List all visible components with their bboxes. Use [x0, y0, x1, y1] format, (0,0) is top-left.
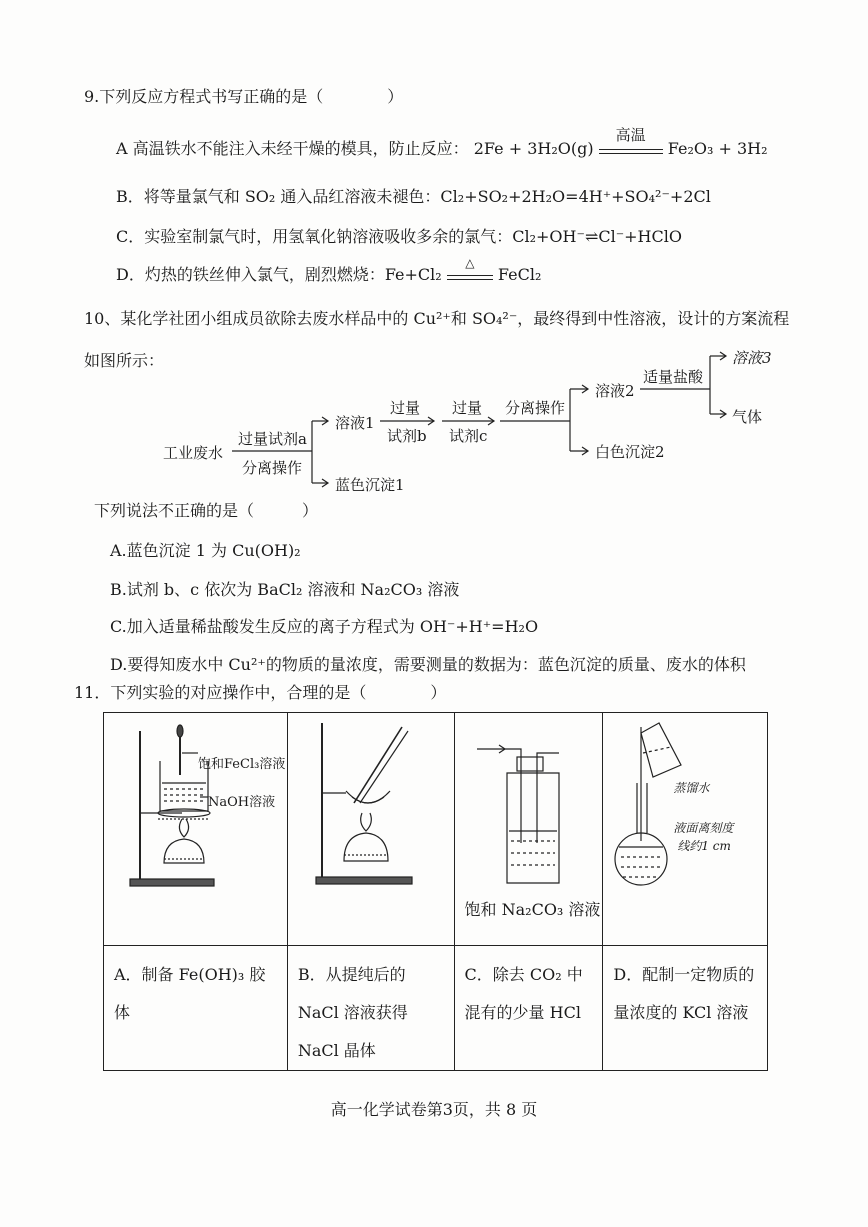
stand-base	[130, 879, 214, 886]
figure-a-label-2: NaOH溶液	[208, 795, 276, 810]
flame-icon	[360, 813, 371, 831]
figure-d-label-2: 液面离刻度	[673, 821, 734, 835]
option-a-cell: A．制备 Fe(OH)₃ 胶体	[104, 946, 288, 1071]
figure-c-cell	[454, 713, 603, 946]
flow-excess-1: 过量	[390, 399, 421, 417]
q10-option-a: A.蓝色沉淀 1 为 Cu(OH)₂	[110, 541, 301, 560]
q9-stem: 9.下列反应方程式书写正确的是（ ）	[84, 87, 404, 106]
q10-option-d: D.要得知废水中 Cu²⁺的物质的量浓度，需要测量的数据为：蓝色沉淀的质量、废水的体积	[110, 655, 746, 674]
flow-gas: 气体	[732, 408, 763, 426]
q11-stem: 11．下列实验的对应操作中，合理的是（ ）	[74, 683, 447, 702]
flow-separate-1: 分离操作	[242, 459, 303, 477]
pouring-beaker	[641, 723, 681, 777]
q9-option-d-text: D．灼热的铁丝伸入氯气，剧烈燃烧：Fe+Cl₂	[116, 265, 442, 284]
option-d-cell: D．配制一定物质的量浓度的 KCl 溶液	[603, 946, 768, 1071]
figure-a-cell	[104, 713, 288, 946]
flow-reagent-c: 试剂c	[449, 427, 488, 445]
flow-solution-3: 溶液3	[732, 349, 772, 367]
gas-washing-bottle	[507, 773, 559, 883]
q9-option-c: C．实验室制氯气时，用氢氧化钠溶液吸收多余的氯气：Cl₂+OH⁻⇌Cl⁻+HClO	[116, 227, 682, 246]
q9-option-a-eq-right: Fe₂O₃ + 3H₂	[667, 139, 768, 158]
flow-solution-2: 溶液2	[595, 382, 635, 400]
figure-a-apparatus	[104, 713, 288, 945]
q9-option-a-text: A 高温铁水不能注入未经干燥的模具，防止反应：	[116, 139, 469, 158]
glass-rod	[354, 727, 402, 803]
q9-option-b: B．将等量氯气和 SO₂ 通入品红溶液未褪色：Cl₂+SO₂+2H₂O=4H⁺+SO₄²⁻+2Cl	[116, 187, 711, 206]
figure-d-cell	[603, 713, 768, 946]
figure-d-label-1: 蒸馏水	[673, 781, 710, 795]
figure-d-label-3: 线约1 cm	[677, 839, 731, 853]
q9-option-a-eq-left: 2Fe + 3H₂O(g)	[473, 139, 594, 158]
figure-b-apparatus	[288, 713, 455, 945]
flow-hcl: 适量盐酸	[643, 368, 704, 386]
dropper-bulb	[177, 725, 183, 737]
q10-stem-1: 10、某化学社团小组成员欲除去废水样品中的 Cu²⁺和 SO₄²⁻，最终得到中性溶液，设计的方案流程	[84, 309, 790, 328]
flow-start: 工业废水	[163, 444, 224, 462]
flame-icon	[179, 819, 188, 837]
figure-c-label: 饱和 Na₂CO₃ 溶液	[464, 900, 601, 919]
flow-separate-2: 分离操作	[505, 399, 566, 417]
flow-solution-1: 溶液1	[335, 414, 375, 432]
figure-a-label-1: 饱和FeCl₃溶液	[198, 757, 286, 772]
q9-option-a-condition: 高温	[615, 126, 646, 144]
flow-blue-ppt: 蓝色沉淀1	[335, 476, 405, 494]
alcohol-lamp	[344, 833, 388, 861]
figure-b-cell	[287, 713, 454, 946]
flow-white-ppt: 白色沉淀2	[595, 443, 665, 461]
q10-question: 下列说法不正确的是（ ）	[94, 501, 319, 520]
flow-reagent-a: 过量试剂a	[238, 430, 307, 448]
q10-option-b: B.试剂 b、c 依次为 BaCl₂ 溶液和 Na₂CO₃ 溶液	[110, 580, 460, 599]
option-c-cell: C．除去 CO₂ 中混有的少量 HCl	[454, 946, 603, 1071]
q9-option-d-product: FeCl₂	[497, 265, 542, 284]
page-footer: 高一化学试卷第3页，共 8 页	[330, 1100, 538, 1119]
q10-option-c: C.加入适量稀盐酸发生反应的离子方程式为 OH⁻+H⁺=H₂O	[110, 617, 539, 636]
flow-excess-2: 过量	[452, 399, 483, 417]
option-b-cell: B．从提纯后的 NaCl 溶液获得 NaCl 晶体	[287, 946, 454, 1071]
flow-reagent-b: 试剂b	[387, 427, 427, 445]
outlet-tube	[537, 753, 559, 843]
q9-option-d-condition: △	[465, 256, 475, 270]
experiment-table	[103, 712, 768, 1071]
q10-stem-2: 如图所示：	[84, 351, 165, 370]
stand-base	[316, 877, 412, 884]
